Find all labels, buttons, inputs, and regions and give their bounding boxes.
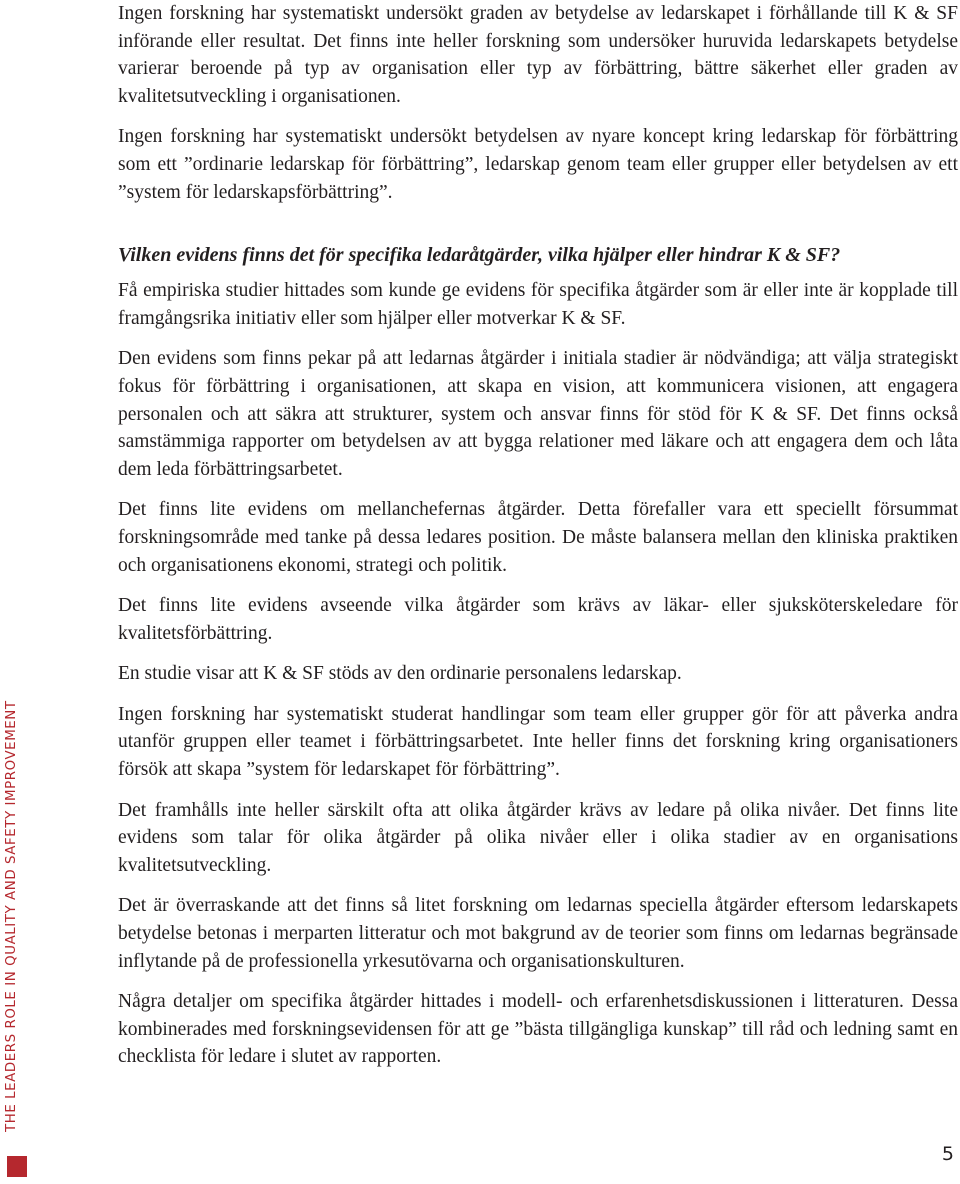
paragraph: Några detaljer om specifika åtgärder hittades i modell- och erfarenhetsdiskussionen i litteraturen. Dessa kombinerades med forskningsevidensen för att ge ”bästa tillgängliga kunskap” till råd och ledning samt en checklista för ledare i slutet av rapporten. — [118, 991, 958, 1068]
side-running-title: THE LEADERS ROLE IN QUALITY AND SAFETY IMPROVEMENT — [4, 700, 19, 1132]
paragraph: Det är överraskande att det finns så litet forskning om ledarnas speciella åtgärder eftersom ledarskapets betydelse betonas i merparten litteratur och mot bakgrund av de teorier som finns om ledarnas begränsade inflytande på de professionella yrkesutövarna och organisationskulturen. — [118, 895, 958, 972]
accent-square — [7, 1156, 27, 1177]
section-heading: Vilken evidens finns det för specifika ledaråtgärder, vilka hjälper eller hindrar K & SF? — [118, 244, 841, 267]
paragraph: Den evidens som finns pekar på att ledarnas åtgärder i initiala stadier är nödvändiga; att välja strategiskt fokus för förbättring i organisationen, att skapa en vision, att kommunicera visionen, att engagera personalen och att säkra att strukturer, system och ansvar finns för stöd för K & SF. Det finns också samstämmiga rapporter om betydelsen av att bygga relationer med läkare och att engagera dem och låta dem leda förbättringsarbetet. — [118, 348, 958, 480]
paragraph: Ingen forskning har systematiskt studerat handlingar som team eller grupper gör för att påverka andra utanför gruppen eller teamet i förbättringsarbetet. Inte heller finns det forskning kring organisationers försök att skapa ”system för ledarskapet för förbättring”. — [118, 703, 958, 781]
paragraph: Få empiriska studier hittades som kunde ge evidens för specifika åtgärder som är eller inte är kopplade till framgångsrika initiativ eller som hjälper eller motverkar K & SF. — [118, 280, 958, 329]
paragraph: Det finns lite evidens om mellanchefernas åtgärder. Detta förefaller vara ett speciellt försummat forskningsområde med tanke på dessa ledares position. De måste balansera mellan den kliniska praktiken och organisationens ekonomi, strategi och politik. — [118, 499, 958, 576]
paragraph: Ingen forskning har systematiskt undersökt graden av betydelse av ledarskapet i förhållande till K & SF införande eller resultat. Det finns inte heller forskning som undersöker huruvida ledarskapets betydelse varierar beroende på typ av organisation eller typ av förbättring, bättre säkerhet eller graden av kvalitetsutveckling i organisationen. — [118, 3, 958, 107]
paragraph: Det finns lite evidens avseende vilka åtgärder som krävs av läkar- eller sjuksköterskeledare för kvalitetsförbättring. — [118, 595, 958, 644]
page-number: 5 — [941, 1143, 954, 1165]
paragraph: En studie visar att K & SF stöds av den ordinarie personalens ledarskap. — [118, 663, 682, 685]
main-text — [118, 0, 958, 1071]
paragraph: Det framhålls inte heller särskilt ofta att olika åtgärder krävs av ledare på olika nivåer. Det finns lite evidens som talar för olika åtgärder på olika nivåer eller i olika stadier av en organisations kvalitetsutveckling. — [118, 799, 958, 876]
paragraph: Ingen forskning har systematiskt undersökt betydelsen av nyare koncept kring ledarskap för förbättring som ett ”ordinarie ledarskap för förbättring”, ledarskap genom team eller grupper eller betydelsen av ett ”system för ledarskapsförbättring”. — [118, 126, 958, 203]
